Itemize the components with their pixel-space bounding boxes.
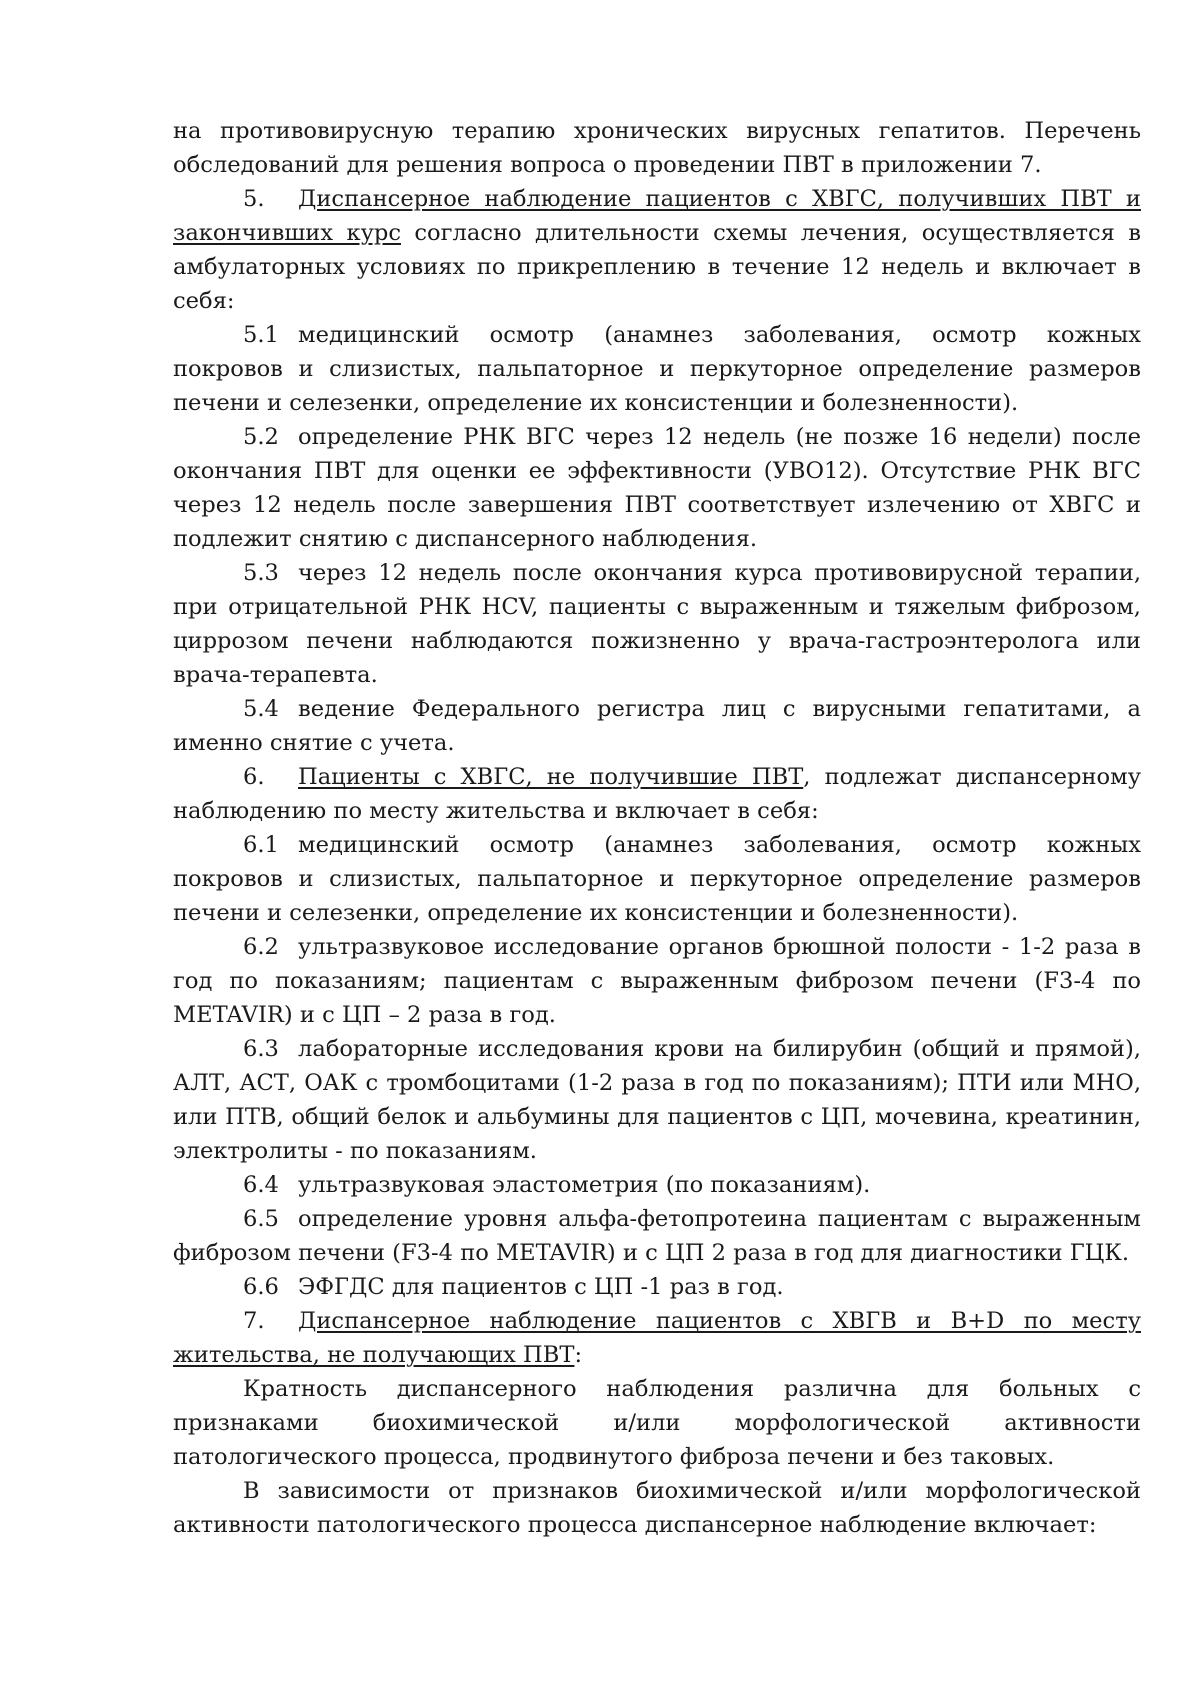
subsection-number: 6.6 [243,1274,279,1300]
subsection-number: 5.1 [243,322,279,348]
intro-paragraph [173,114,1141,182]
paragraph-text: медицинский осмотр (анамнез заболевания, осмотр кожных покровов и слизистых, пальпаторное и перкуторное определение размеров печени и селезенки, определение их консистенции и болезненности). [173,832,1141,926]
section-heading-underlined: Диспансерное наблюдение пациентов с ХВГС, получивших ПВТ и закончивших курс [173,186,1141,246]
paragraph-text: медицинский осмотр (анамнез заболевания, осмотр кожных покровов и слизистых, пальпаторное и перкуторное определение размеров печени и селезенки, определение их консистенции и болезненности). [173,322,1141,416]
subsection-6-5 [173,1202,1141,1270]
section-7 [173,1304,1141,1372]
subsection-5-3 [173,556,1141,692]
paragraph-text: ультразвуковая эластометрия (по показаниям). [298,1172,871,1198]
paragraph-text: определение уровня альфа-фетопротеина пациентам с выраженным фиброзом печени (F3-4 по METAVIR) и с ЦП 2 раза в год для диагностики ГЦК. [173,1206,1141,1266]
section-heading-underlined: Диспансерное наблюдение пациентов с ХВГВ и B+D по месту жительства, не получающих ПВТ [173,1308,1141,1368]
paragraph-text: лабораторные исследования крови на билирубин (общий и прямой), АЛТ, АСТ, ОАК с тромбоцитами (1-2 раза в год по показаниям); ПТИ или МНО, или ПТВ, общий белок и альбумины для пациентов с ЦП, мочевина, креатинин, электролиты - по показаниям. [173,1036,1141,1164]
paragraph-text: определение РНК ВГС через 12 недель (не позже 16 недели) после окончания ПВТ для оценки ее эффективности (УВО12). Отсутствие РНК ВГС через 12 недель после завершения ПВТ соответствует излечению от ХВГС и подлежит снятию с диспансерного наблюдения. [173,424,1141,552]
subsection-6-3 [173,1032,1141,1168]
subsection-6-2 [173,930,1141,1032]
paragraph-text: : [574,1342,583,1368]
paragraph-text: на противовирусную терапию хронических вирусных гепатитов. Перечень обследований для решения вопроса о проведении ПВТ в приложении 7. [173,118,1141,178]
subsection-number: 6.3 [243,1036,279,1062]
paragraph-text: В зависимости от признаков биохимической и/или морфологической активности патологического процесса диспансерное наблюдение включает: [173,1478,1141,1538]
subsection-number: 5.3 [243,560,279,586]
paragraph-text: через 12 недель после окончания курса противовирусной терапии, при отрицательной РНК HCV, пациенты с выраженным и тяжелым фиброзом, циррозом печени наблюдаются пожизненно у врача-гастроэнтеролога или врача-терапевта. [173,560,1141,688]
subsection-number: 6.5 [243,1206,279,1232]
paragraph-text: ультразвуковое исследование органов брюшной полости - 1-2 раза в год по показаниям; пациентам с выраженным фиброзом печени (F3-4 по METAVIR) и с ЦП – 2 раза в год. [173,934,1141,1028]
section-number: 7. [243,1308,265,1334]
paragraph-frequency [173,1372,1141,1474]
section-6 [173,760,1141,828]
subsection-number: 6.2 [243,934,279,960]
paragraph-text: , подлежат диспансерному наблюдению по месту жительства и включает в себя: [173,764,1141,824]
subsection-6-4 [173,1168,1141,1202]
paragraph-depending [173,1474,1141,1542]
paragraph-text: согласно длительности схемы лечения, осуществляется в амбулаторных условиях по прикреплению в течение 12 недель и включает в себя: [173,220,1142,314]
section-heading-underlined: Пациенты с ХВГС, не получившие ПВТ [298,764,804,790]
subsection-5-1 [173,318,1141,420]
section-number: 5. [243,186,265,212]
paragraph-text: ЭФГДС для пациентов с ЦП -1 раз в год. [298,1274,784,1300]
subsection-number: 5.2 [243,424,279,450]
subsection-5-2 [173,420,1141,556]
subsection-number: 5.4 [243,696,279,722]
subsection-number: 6.4 [243,1172,279,1198]
subsection-5-4 [173,692,1141,760]
subsection-number: 6.1 [243,832,279,858]
section-number: 6. [243,764,265,790]
document-page [173,114,1141,1542]
subsection-6-6 [173,1270,1141,1304]
subsection-6-1 [173,828,1141,930]
section-5 [173,182,1141,318]
paragraph-text: ведение Федерального регистра лиц с вирусными гепатитами, а именно снятие с учета. [173,696,1141,756]
paragraph-text: Кратность диспансерного наблюдения различна для больных с признаками биохимической и/или морфологической активности патологического процесса, продвинутого фиброза печени и без таковых. [173,1376,1141,1470]
